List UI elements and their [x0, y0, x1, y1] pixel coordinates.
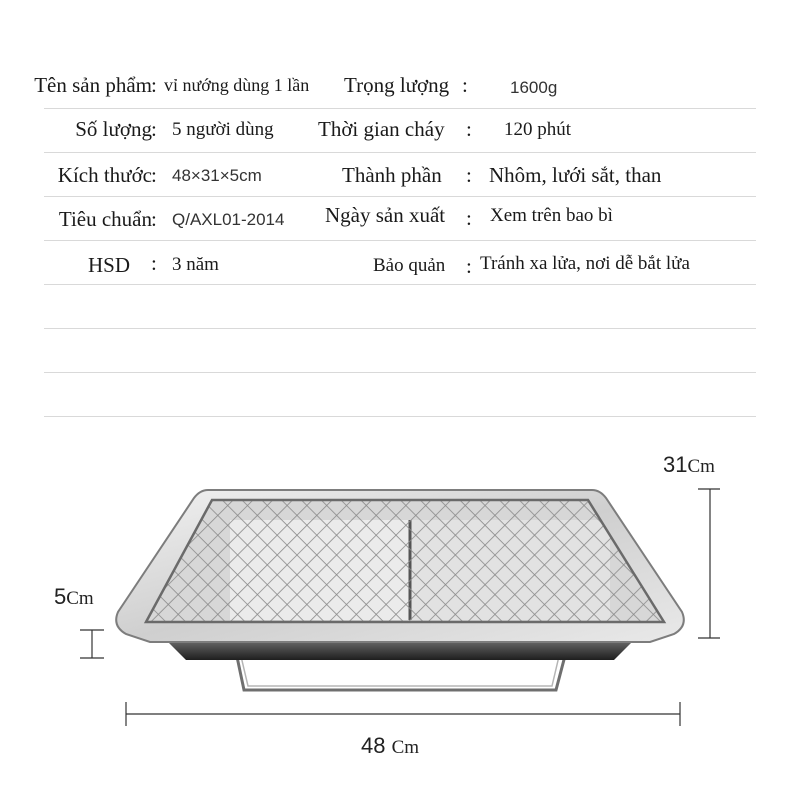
label-manufacture-date: Ngày sản xuất — [325, 203, 446, 227]
unit: Cm — [66, 588, 94, 609]
width-dimension-label — [361, 733, 419, 759]
label-size: Kích thước — [57, 163, 152, 187]
colon: : — [462, 73, 468, 97]
value-burn-time: 120 phút — [504, 119, 572, 140]
colon: : — [151, 117, 157, 141]
value-expiry: 3 năm — [172, 254, 219, 275]
value-storage: Tránh xa lửa, nơi dễ bắt lửa — [480, 253, 690, 274]
depth-value: 31 — [663, 452, 688, 477]
value-weight: 1600g — [510, 78, 558, 97]
colon: : — [466, 117, 472, 141]
label-product-name: Tên sản phẩm — [34, 73, 152, 97]
unit: Cm — [391, 737, 420, 758]
height-value: 5 — [54, 584, 67, 609]
height-dimension-label — [54, 584, 94, 610]
value-material: Nhôm, lưới sắt, than — [489, 163, 662, 187]
colon: : — [151, 73, 157, 97]
label-burn-time: Thời gian cháy — [318, 117, 445, 141]
value-product-name: vỉ nướng dùng 1 lần — [164, 75, 310, 95]
colon: : — [151, 163, 157, 187]
depth-dimension-label — [663, 452, 715, 478]
value-manufacture-date: Xem trên bao bì — [490, 205, 613, 226]
value-size: 48×31×5cm — [172, 166, 262, 185]
colon: : — [466, 163, 472, 187]
width-value: 48 — [361, 733, 386, 758]
value-quantity: 5 người dùng — [172, 119, 274, 140]
label-quantity: Số lượng — [75, 117, 152, 141]
value-standard: Q/AXL01-2014 — [172, 210, 285, 229]
label-weight: Trọng lượng — [344, 73, 450, 97]
label-expiry: HSD — [88, 253, 131, 277]
label-storage: Bảo quản — [373, 255, 446, 276]
label-standard: Tiêu chuẩn — [58, 207, 152, 231]
colon: : — [466, 254, 472, 278]
unit: Cm — [687, 456, 715, 477]
colon: : — [151, 251, 157, 275]
label-material: Thành phần — [342, 163, 442, 187]
colon: : — [466, 206, 472, 230]
colon: : — [151, 207, 157, 231]
